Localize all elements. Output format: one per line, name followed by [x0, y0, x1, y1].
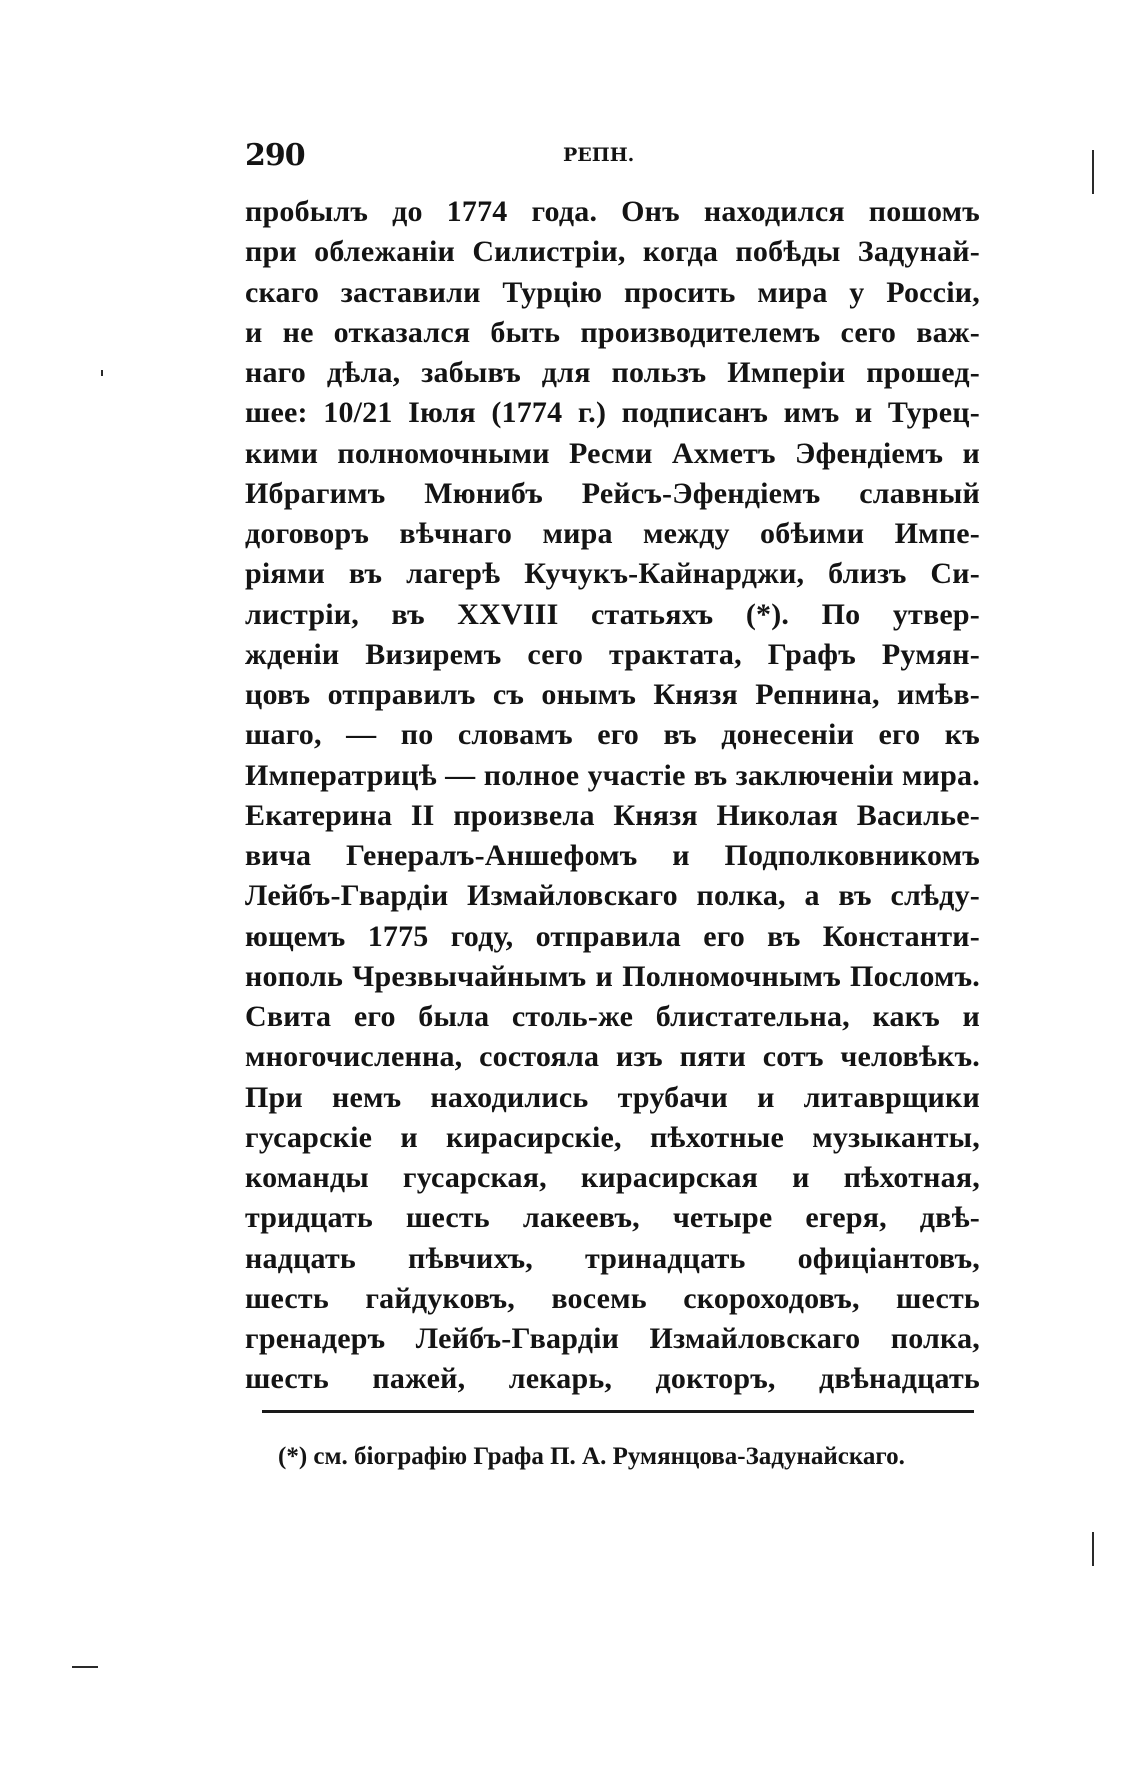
text-line: шее: 10/21 Іюля (1774 г.) подписанъ имъ и Турец-	[245, 396, 980, 430]
text-line: тридцать шесть лакеевъ, четыре егеря, двѣ-	[245, 1201, 980, 1235]
text-line: Свита его была столь-же блистательна, какъ и	[245, 1000, 980, 1033]
text-line: надцать пѣвчихъ, тринадцать офиціантовъ,	[245, 1241, 980, 1275]
text-line: листріи, въ XXVIII статьяхъ (*). По утвер-	[245, 597, 980, 631]
text-line: Лейбъ-Гвардіи Измайловскаго полка, а въ слѣду-	[245, 879, 980, 913]
text-line: кими полномочными Ресми Ахметъ Эфендіемъ и	[245, 436, 980, 470]
text-line: команды гусарская, кирасирская и пѣхотная,	[245, 1161, 980, 1194]
footnote-rule	[262, 1410, 974, 1413]
body-text	[245, 192, 980, 1400]
text-line: многочисленна, состояла изъ пяти сотъ человѣкъ.	[245, 1040, 980, 1074]
text-line: Императрицѣ — полное участіе въ заключеніи мира.	[245, 758, 980, 792]
text-line: Ибрагимъ Мюнибъ Рейсъ-Эфендіемъ славный	[245, 476, 980, 510]
page-number: 290	[245, 138, 305, 173]
text-line: нополь Чрезвычайнымъ и Полномочнымъ Посломъ.	[245, 959, 980, 993]
text-line: ющемъ 1775 году, отправила его въ Константи-	[245, 919, 980, 953]
scan-mark	[72, 1666, 98, 1668]
text-line: шесть гайдуковъ, восемь скороходовъ, шесть	[245, 1281, 980, 1315]
text-line: гренадеръ Лейбъ-Гвардіи Измайловскаго полка,	[245, 1322, 980, 1355]
text-line: вича Генералъ-Аншефомъ и Подполковникомъ	[245, 839, 980, 872]
page-header	[245, 138, 975, 178]
text-line: цовъ отправилъ съ онымъ Князя Репнина, имѣв-	[245, 678, 980, 711]
text-line: ріями въ лагерѣ Кучукъ-Кайнарджи, близъ Си-	[245, 557, 980, 591]
text-line: шесть пажей, лекарь, докторъ, двѣнадцать	[245, 1362, 980, 1396]
text-line: шаго, — по словамъ его въ донесеніи его къ	[245, 718, 980, 752]
scan-mark	[1092, 150, 1094, 194]
scan-mark	[1092, 1532, 1094, 1566]
text-line: наго дѣла, забывъ для пользъ Имперіи прошед-	[245, 356, 980, 389]
text-line: договоръ вѣчнаго мира между обѣими Импе-	[245, 517, 980, 550]
running-head: РЕПН.	[563, 144, 635, 166]
text-line: и не отказался быть производителемъ сего важ-	[245, 315, 980, 349]
text-line: скаго заставили Турцію просить мира у Россіи,	[245, 275, 980, 309]
text-line: Екатерина II произвела Князя Николая Василье-	[245, 798, 980, 832]
footnote: (*) см. біографію Графа П. А. Румянцова-Задунайскаго.	[278, 1443, 905, 1470]
text-line: жденіи Визиремъ сего трактата, Графъ Румян-	[245, 637, 980, 671]
text-line: При немъ находились трубачи и литаврщики	[245, 1080, 980, 1114]
text-line: пробылъ до 1774 года. Онъ находился пошомъ	[245, 195, 980, 228]
text-line: гусарскіе и кирасирскіе, пѣхотные музыканты,	[245, 1120, 980, 1154]
scan-mark	[101, 370, 103, 376]
text-line: при облежаніи Силистріи, когда побѣды Задунай-	[245, 235, 980, 269]
